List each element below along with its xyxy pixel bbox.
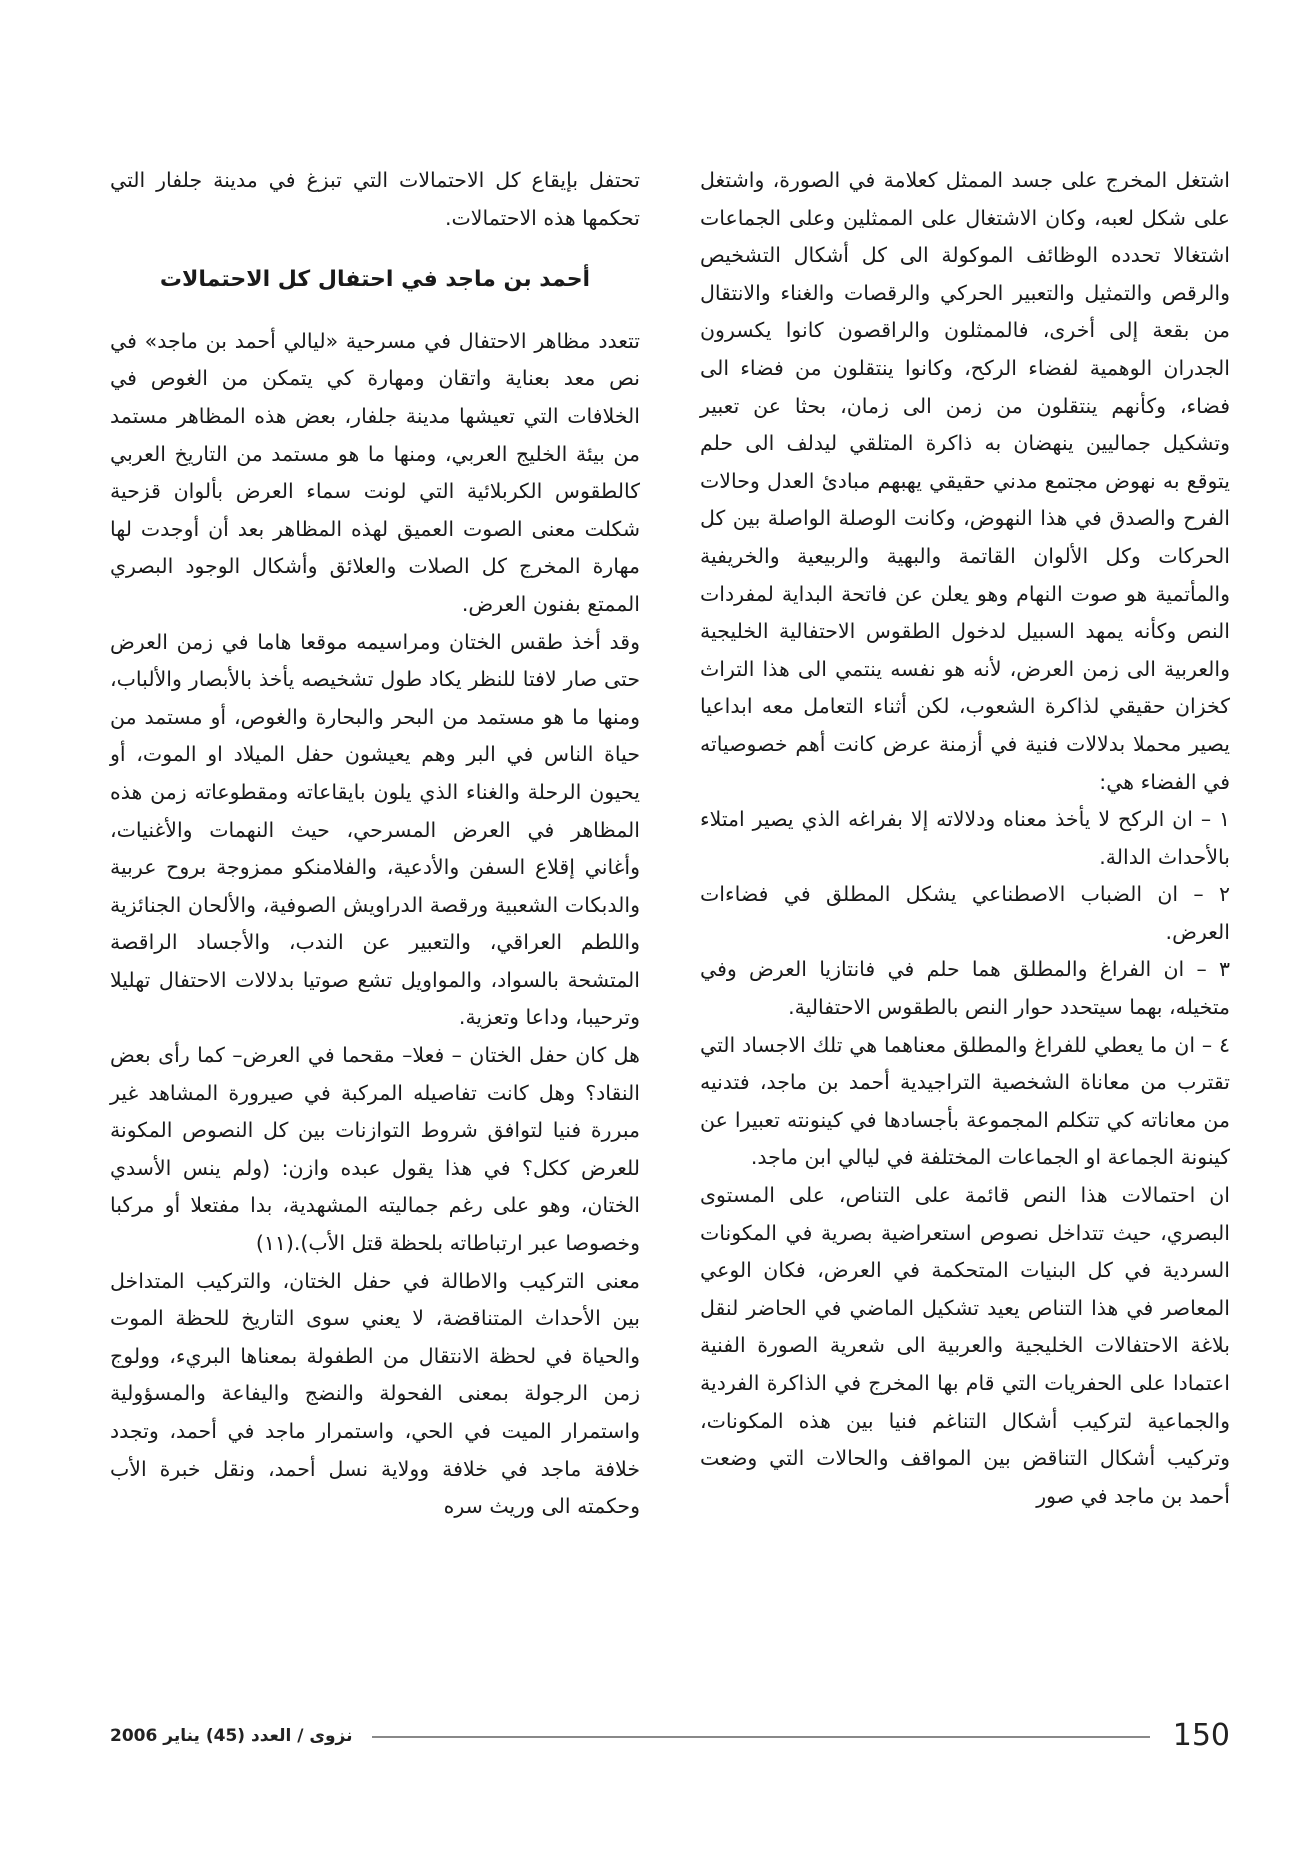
- paragraph: ٢ – ان الضباب الاصطناعي يشكل المطلق في فضاءات العرض.: [700, 882, 1230, 944]
- paragraph: ٤ – ان ما يعطي للفراغ والمطلق معناهما هي تلك الاجساد التي تقترب من معاناة الشخصية التراجيدية أحمد بن ماجد، فتدنيه من معاناته كي تتكلم المجموعة بأجسادها في كينونته تعبيرا عن كينونة الجماعة او الجماعات المختلفة في ليالي ابن ماجد.: [700, 1032, 1230, 1170]
- paragraph: ١ – ان الركح لا يأخذ معناه ودلالاته إلا بفراغه الذي يصير امتلاء بالأحداث الدالة.: [700, 807, 1230, 869]
- paragraph: اشتغل المخرج على جسد الممثل كعلامة في الصورة، واشتغل على شكل لعبه، وكان الاشتغال على الممثلين وعلى الجماعات اشتغالا تحدده الوظائف الموكولة الى كل أشكال التشخيص والرقص والتمثيل والتعبير الحركي والرقصات والغناء والانتقال من بقعة إلى أخرى، فالممثلون والراقصون كانوا يكسرون الجدران الوهمية لفضاء الركح، وكانوا ينتقلون من فضاء الى فضاء، وكأنهم ينتقلون من زمن الى زمان، بحثا عن تعبير وتشكيل جماليين ينهضان به ذاكرة المتلقي ليدلف الى حلم يتوقع به نهوض مجتمع مدني حقيقي يهبهم مبادئ العدل وحالات الفرح والصدق في هذا النهوض، وكانت الوصلة الواصلة بين كل الحركات وكل الألوان القاتمة والبهية والربيعية والخريفية والمأتمية هو صوت النهام وهو يعلن عن فاتحة البداية لمفردات النص وكأنه يمهد السبيل لدخول الطقوس الاحتفالية الخليجية والعربية الى زمن العرض، لأنه هو نفسه ينتمي الى هذا التراث كخزان حقيقي لذاكرة الشعوب، لكن أثناء التعامل معه ابداعيا يصير محملا بدلالات فنية في أزمنة عرض كانت أهم خصوصياته في الفضاء هي:: [700, 168, 1230, 794]
- paragraph: ان احتمالات هذا النص قائمة على التناص، على المستوى البصري، حيث تتداخل نصوص استعراضية بصرية في المكونات السردية في كل البنيات المتحكمة في العرض، فكان الوعي المعاصر في هذا التناص يعيد تشكيل الماضي في الحاضر لنقل بلاغة الاحتفالات الخليجية والعربية الى شعرية الصورة الفنية اعتمادا على الحفريات التي قام بها المخرج في الذاكرة الفردية والجماعية لتركيب أشكال التناغم فنيا بين هذه المكونات، وتركيب أشكال التناقض بين المواقف والحالات التي وضعت أحمد بن ماجد في صور: [700, 1183, 1230, 1508]
- paragraph: ٣ – ان الفراغ والمطلق هما حلم في فانتازيا العرض وفي متخيله، بهما سيتحدد حوار النص بالطقوس الاحتفالية.: [700, 957, 1230, 1020]
- paragraph: تتعدد مظاهر الاحتفال في مسرحية «ليالي أحمد بن ماجد» في نص معد بعناية واتقان ومهارة كي يتمكن من الغوص في الخلافات التي تعيشها مدينة جلفار، بعض هذه المظاهر مستمد من بيئة الخليج العربي، ومنها ما هو مستمد من التاريخ العربي كالطقوس الكربلائية التي لونت سماء العرض بألوان قزحية شكلت معنى الصوت العميق لهذه المظاهر بعد أن أوجدت لها مهارة المخرج كل الصلات والعلائق وأشكال الوجود البصري الممتع بفنون العرض.: [110, 328, 640, 616]
- right-text-column: [700, 162, 1230, 1515]
- paragraph: وقد أخذ طقس الختان ومراسيمه موقعا هاما في زمن العرض حتى صار لافتا للنظر يكاد طول تشخيصه يأخذ بالأبصار والألباب، ومنها ما هو مستمد من البحر والبحارة والغوص، أو مستمد من حياة الناس في البر وهم يعيشون حفل الميلاد او الموت، أو يحيون الرحلة والغناء الذي يلون بايقاعاته ومقطوعاته زمن هذه المظاهر في العرض المسرحي، حيث النهمات والأغنيات، وأغاني إقلاع السفن والأدعية، والفلامنكو ممزوجة بروح عربية والدبكات الشعبية ورقصة الدراويش الصوفية، والألحان الجنائزية واللطم العراقي، والتعبير عن الندب، والأجساد الراقصة المتشحة بالسواد، والمواويل تشع صوتيا بدلالات الاحتفال تهليلا وترحيبا، وداعا وتعزية.: [110, 629, 640, 1030]
- left-text-column: [110, 162, 640, 1526]
- paragraph: معنى التركيب والاطالة في حفل الختان، والتركيب المتداخل بين الأحداث المتناقضة، لا يعني سوى التاريخ للحظة الموت والحياة في لحظة الانتقال من الطفولة بمعناها البريء، وولوج زمن الرجولة بمعنى الفحولة والنضج واليفاعة والمسؤولية واستمرار الميت في الحي، واستمرار ماجد في أحمد، وتجدد خلافة ماجد في خلافة وولاية نسل أحمد، ونقل خبرة الأب وحكمته الى وريث سره: [110, 1268, 640, 1519]
- page-number: 150: [1172, 1718, 1230, 1753]
- issue-label: نزوى / العدد (45) يناير 2006: [110, 1726, 353, 1746]
- page-footer: [110, 1714, 1230, 1758]
- footer-divider: [372, 1736, 1150, 1738]
- section-heading: أحمد بن ماجد في احتفال كل الاحتمالات: [159, 267, 591, 293]
- paragraph: هل كان حفل الختان – فعلا– مقحما في العرض– كما رأى بعض النقاد؟ وهل كانت تفاصيله المركبة في صيرورة المشاهد غير مبررة فنيا لتوافق شروط التوازنات بين كل النصوص المكونة للعرض ككل؟ في هذا يقول عبده وازن: (ولم ينس الأسدي الختان، وهو على رغم جماليته المشهدية، بدا مفتعلا أو مركبا وخصوصا عبر ارتباطاته بلحظة قتل الأب).(١١): [110, 1043, 640, 1256]
- intro-paragraph: تحتفل بإيقاع كل الاحتمالات التي تبزغ في مدينة جلفار التي تحكمها هذه الاحتمالات.: [110, 168, 640, 230]
